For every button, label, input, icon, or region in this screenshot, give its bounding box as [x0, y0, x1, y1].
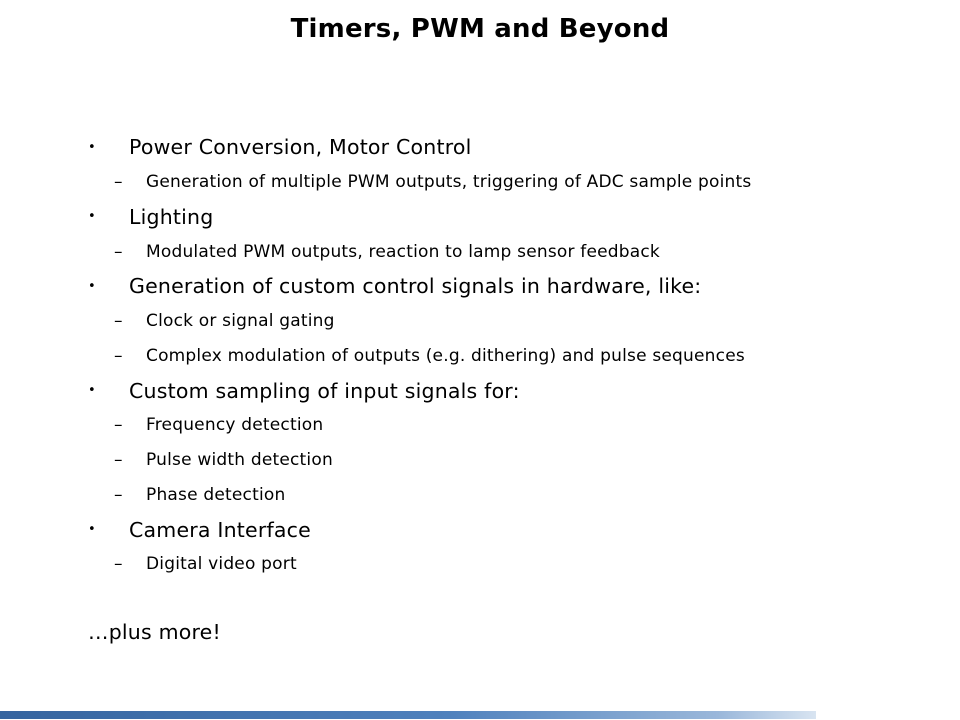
bullet-text: Generation of multiple PWM outputs, triggering of ADC sample points [146, 172, 752, 193]
sub-bullet-item [0, 165, 960, 200]
dash-icon: – [114, 241, 123, 262]
bullet-item [0, 373, 960, 408]
slide-title: Timers, PWM and Beyond [290, 14, 670, 44]
dash-icon: – [114, 554, 123, 575]
sub-bullet-item [0, 304, 960, 339]
bullet-dot-icon: • [88, 139, 96, 155]
bullet-dot-icon: • [88, 278, 96, 294]
dash-icon: – [114, 450, 123, 471]
bullet-text: Phase detection [146, 484, 286, 505]
sub-bullet-item [0, 478, 960, 513]
sub-bullet-item [0, 339, 960, 374]
bullet-item [0, 200, 960, 235]
sub-bullet-item [0, 547, 960, 582]
dash-icon: – [114, 415, 123, 436]
dash-icon: – [114, 345, 123, 366]
dash-icon: – [114, 311, 123, 332]
dash-icon: – [114, 484, 123, 505]
dash-icon: – [114, 172, 123, 193]
bullet-text: Custom sampling of input signals for: [129, 378, 520, 403]
bullet-text: Lighting [129, 204, 214, 229]
sub-bullet-item [0, 443, 960, 478]
bottom-accent-bar [0, 711, 816, 719]
sub-bullet-item [0, 408, 960, 443]
bullet-list [0, 130, 960, 582]
bullet-item [0, 512, 960, 547]
closing-note: …plus more! [88, 620, 221, 644]
bullet-text: Modulated PWM outputs, reaction to lamp sensor feedback [146, 241, 660, 262]
bullet-text: Clock or signal gating [146, 311, 335, 332]
bullet-text: Frequency detection [146, 415, 324, 436]
bullet-text: Pulse width detection [146, 450, 333, 471]
bullet-dot-icon: • [88, 383, 96, 399]
bullet-dot-icon: • [88, 209, 96, 225]
bullet-text: Generation of custom control signals in hardware, like: [129, 274, 702, 299]
bullet-item [0, 130, 960, 165]
bullet-text: Digital video port [146, 554, 297, 575]
bullet-text: Camera Interface [129, 517, 311, 542]
sub-bullet-item [0, 234, 960, 269]
bullet-text: Complex modulation of outputs (e.g. dithering) and pulse sequences [146, 345, 745, 366]
bullet-item [0, 269, 960, 304]
bullet-dot-icon: • [88, 522, 96, 538]
bullet-text: Power Conversion, Motor Control [129, 135, 472, 160]
